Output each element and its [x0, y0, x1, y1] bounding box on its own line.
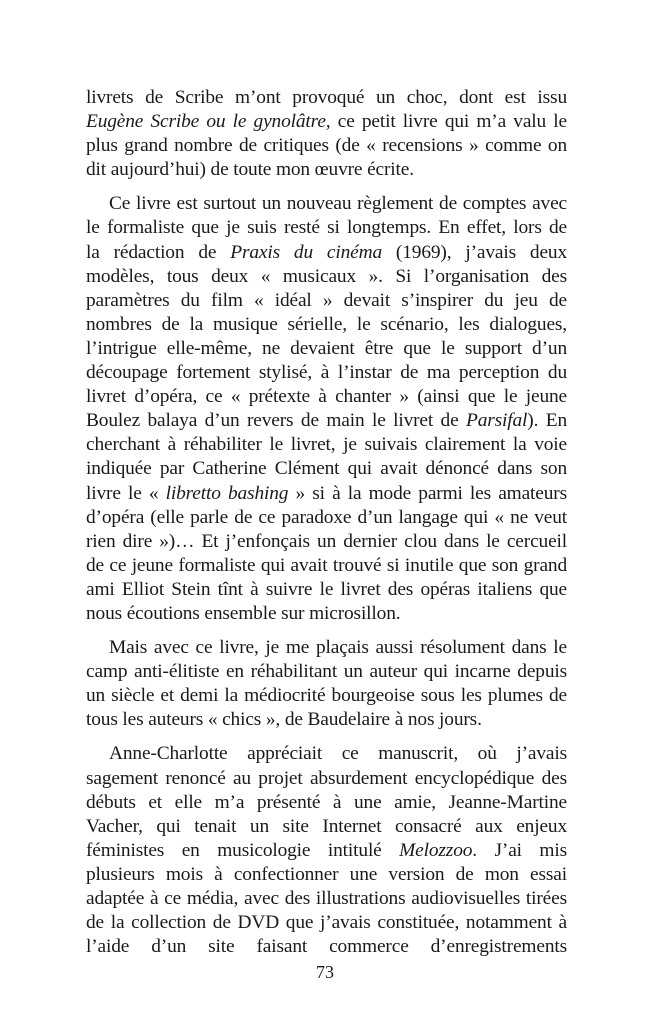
- text-run: Mais avec ce livre, je me plaçais aussi résolument dans le: [109, 637, 567, 659]
- text-line: [86, 86, 567, 110]
- text-line: [86, 361, 567, 385]
- text-line: [86, 935, 567, 959]
- text-line: [86, 684, 567, 708]
- text-run: Vacher, qui tenait un site Internet consacré aux enjeux: [86, 815, 567, 837]
- text-run: rien dire »)… Et j’enfonçais un dernier clou dans le cercueil: [86, 530, 567, 552]
- text-run: découpage fortement stylisé, à l’instar de ma perception du: [86, 362, 567, 384]
- text-run: de la collection de DVD que j’avais constituée, notamment à: [86, 912, 567, 934]
- text-run: de ce jeune formaliste qui avait trouvé si inutile que son grand: [86, 554, 567, 576]
- text-run: tous les auteurs « chics », de Baudelaire à nos jours.: [86, 709, 482, 731]
- italic-text: Eugène Scribe ou le gynolâtre,: [86, 111, 331, 133]
- text-run: livre le «: [86, 482, 166, 504]
- text-run: » si à la mode parmi les amateurs: [288, 482, 568, 504]
- italic-text: Parsifal: [466, 410, 528, 432]
- text-line: [86, 554, 567, 578]
- text-line: [86, 337, 567, 361]
- text-run: modèles, tous deux « musicaux ». Si l’organisation des: [86, 265, 567, 287]
- text-run: Anne-Charlotte appréciait ce manuscrit, où j’avais: [109, 743, 567, 765]
- text-line: [86, 742, 567, 766]
- text-line: [86, 134, 567, 158]
- italic-text: Praxis du cinéma: [230, 241, 383, 263]
- text-line: [86, 385, 567, 409]
- text-run: ami Elliot Stein tînt à suivre le livret des opéras italiens que: [86, 578, 567, 600]
- text-line: [86, 887, 567, 911]
- page-number: 73: [316, 962, 334, 982]
- text-line: [86, 313, 567, 337]
- text-run: l’intrigue elle-même, ne devaient être que le support d’un: [86, 337, 567, 359]
- text-line: [86, 767, 567, 791]
- text-line: [86, 791, 567, 815]
- text-run: le formaliste que je suis resté si longtemps. En effet, lors de: [86, 217, 567, 239]
- text-run: Boulez balaya d’un revers de main le livret de: [86, 410, 466, 432]
- text-line: [86, 482, 567, 506]
- text-run: sagement renoncé au projet absurdement encyclopédique des: [86, 767, 567, 789]
- text-run: adaptée à ce média, avec des illustrations audiovisuelles tirées: [86, 888, 567, 909]
- text-run: plusieurs mois à confectionner une version de mon essai: [86, 863, 567, 885]
- text-run: livrets de Scribe m’ont provoqué un choc, dont est issu: [86, 87, 567, 108]
- text-run: (1969), j’avais deux: [382, 241, 567, 263]
- text-run: livret d’opéra, ce « prétexte à chanter » (ainsi que le jeune: [86, 386, 567, 408]
- text-line: [86, 241, 567, 265]
- text-run: d’opéra (elle parle de ce paradoxe d’un langage qui « ne veut: [86, 506, 567, 528]
- text-line: [86, 457, 567, 481]
- text-run: nous écoutions ensemble sur microsillon.: [86, 602, 401, 624]
- text-line: [86, 863, 567, 887]
- text-line: [86, 602, 567, 626]
- text-run: nombres de la musique sérielle, le scénario, les dialogues,: [86, 313, 567, 335]
- text-line: [86, 216, 567, 240]
- text-run: camp anti-élitiste en réhabilitant un auteur qui incarne depuis: [86, 661, 567, 683]
- text-run: dit aujourd’hui) de toute mon œuvre écrite.: [86, 159, 414, 181]
- text-run: paramètres du film « idéal » devait s’inspirer du jeu de: [86, 289, 567, 311]
- paragraph: [86, 742, 567, 959]
- text-run: cherchant à réhabiliter le livret, je suivais clairement la voie: [86, 434, 567, 456]
- text-line: [86, 911, 567, 935]
- paragraph: [86, 636, 567, 732]
- text-run: . J’ai mis: [472, 839, 567, 861]
- text-line: [86, 110, 567, 134]
- text-line: [86, 578, 567, 602]
- text-line: [86, 506, 567, 530]
- text-line: [86, 158, 567, 182]
- text-run: ). En: [527, 410, 567, 432]
- paragraph: [86, 192, 567, 626]
- text-line: [86, 192, 567, 216]
- text-run: plus grand nombre de critiques (de « recensions » comme on: [86, 135, 567, 157]
- text-run: la rédaction de: [86, 241, 231, 263]
- text-run: ce petit livre qui m’a valu le: [330, 111, 567, 133]
- text-line: [86, 265, 567, 289]
- italic-text: Melozzoo: [399, 839, 473, 861]
- text-run: Ce livre est surtout un nouveau règlement de comptes avec: [109, 193, 567, 215]
- page-body: [86, 86, 567, 969]
- text-line: [86, 636, 567, 660]
- text-run: débuts et elle m’a présenté à une amie, Jeanne-Martine: [86, 791, 567, 813]
- paragraph: [86, 86, 567, 182]
- text-run: l’aide d’un site faisant commerce d’enregistrements: [86, 936, 567, 958]
- text-run: féministes en musicologie intitulé: [86, 839, 400, 861]
- text-line: [86, 289, 567, 313]
- text-line: [86, 839, 567, 863]
- text-line: [86, 708, 567, 732]
- text-run: un siècle et demi la médiocrité bourgeoise sous les plumes de: [86, 685, 567, 707]
- text-run: indiquée par Catherine Clément qui avait dénoncé dans son: [86, 458, 567, 480]
- italic-text: libretto bashing: [165, 482, 289, 504]
- text-line: [86, 530, 567, 554]
- text-line: [86, 433, 567, 457]
- text-line: [86, 815, 567, 839]
- text-line: [86, 409, 567, 433]
- text-line: [86, 660, 567, 684]
